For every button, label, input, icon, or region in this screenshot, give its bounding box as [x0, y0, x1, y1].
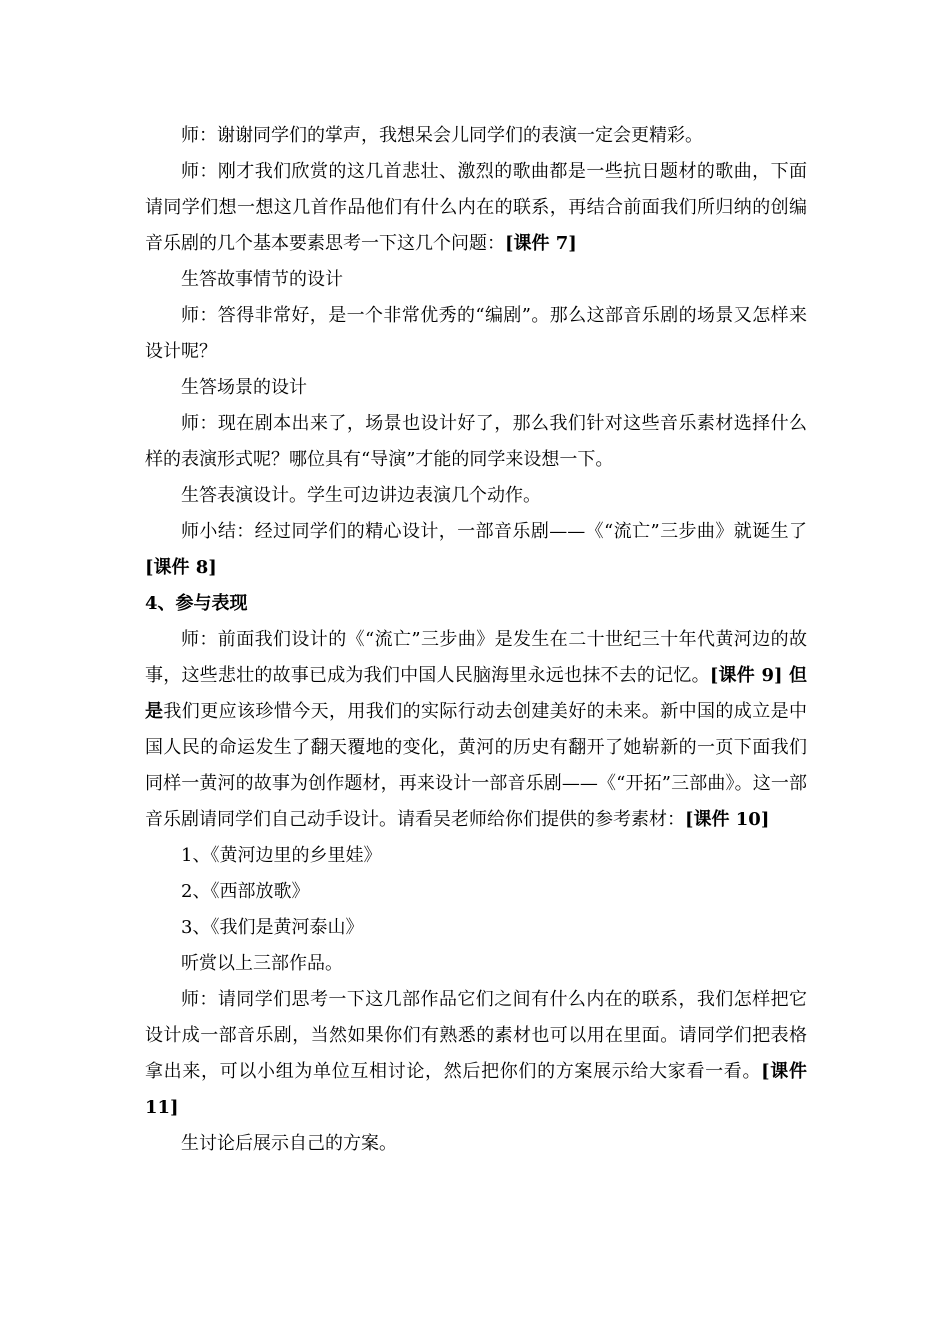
paragraph-student-scene: 生答场景的设计 — [181, 377, 307, 398]
courseware-ref-10: [课件 10] — [685, 809, 770, 830]
document-body — [145, 118, 807, 1162]
paragraph-teacher-scene: 师：答得非常好，是一个非常优秀的“编剧”。那么这部音乐剧的场景又怎样来设计呢？ — [145, 305, 807, 362]
paragraph-listen: 听赏以上三部作品。 — [181, 953, 343, 974]
paragraph-teacher-question: 师：刚才我们欣赏的这几首悲壮、激烈的歌曲都是一些抗日题材的歌曲，下面请同学们想一想这几首作品他们有什么内在的联系，再结合前面我们所归纳的创编音乐剧的几个基本要素思考一下这几个问题：[课件 7] — [145, 161, 807, 254]
paragraph-teacher-performance: 师：现在剧本出来了，场景也设计好了，那么我们针对这些音乐素材选择什么样的表演形式呢？哪位具有“导演”才能的同学来设想一下。 — [145, 413, 807, 470]
paragraph-teacher-discuss: 师：请同学们思考一下这几部作品它们之间有什么内在的联系，我们怎样把它设计成一部音乐剧，当然如果你们有熟悉的素材也可以用在里面。请同学们把表格拿出来，可以小组为单位互相讨论，然后把你们的方案展示给大家看一看。[课件 11] — [145, 989, 807, 1118]
courseware-ref-8: [课件 8] — [145, 557, 217, 578]
paragraph-student-performance: 生答表演设计。学生可边讲边表演几个动作。 — [181, 485, 541, 506]
list-item: 2、《西部放歌》 — [181, 881, 310, 902]
paragraph-teacher-summary: 师小结：经过同学们的精心设计，一部音乐剧——《“流亡”三步曲》就诞生了[课件 8] — [145, 521, 807, 578]
section-heading: 4、参与表现 — [145, 593, 248, 614]
courseware-ref-9: [课件 9] 但是 — [145, 665, 808, 722]
courseware-ref-11: [课件 11] — [145, 1061, 807, 1118]
list-item: 1、《黄河边里的乡里娃》 — [181, 845, 382, 866]
paragraph-student-present: 生讨论后展示自己的方案。 — [181, 1133, 397, 1154]
paragraph-teacher-intro: 师：前面我们设计的《“流亡”三步曲》是发生在二十世纪三十年代黄河边的故事，这些悲壮的故事已成为我们中国人民脑海里永远也抹不去的记忆。[课件 9] 但是我们更应该珍惜今天，用我们的实际行动去创建美好的未来。新中国的成立是中国人民的命运发生了翻天覆地的变化，黄河的历史有翻开了她崭新的一页下面我们同样一黄河的故事为创作题材，再来设计一部音乐剧——《“开拓”三部曲》。这一部音乐剧请同学们自己动手设计。请看吴老师给你们提供的参考素材：[课件 10] — [145, 629, 808, 830]
paragraph-student-plot: 生答故事情节的设计 — [181, 269, 343, 290]
list-item: 3、《我们是黄河泰山》 — [181, 917, 364, 938]
paragraph-teacher-thanks: 师：谢谢同学们的掌声，我想呆会儿同学们的表演一定会更精彩。 — [181, 125, 703, 146]
courseware-ref-7: [课件 7] — [505, 233, 577, 254]
